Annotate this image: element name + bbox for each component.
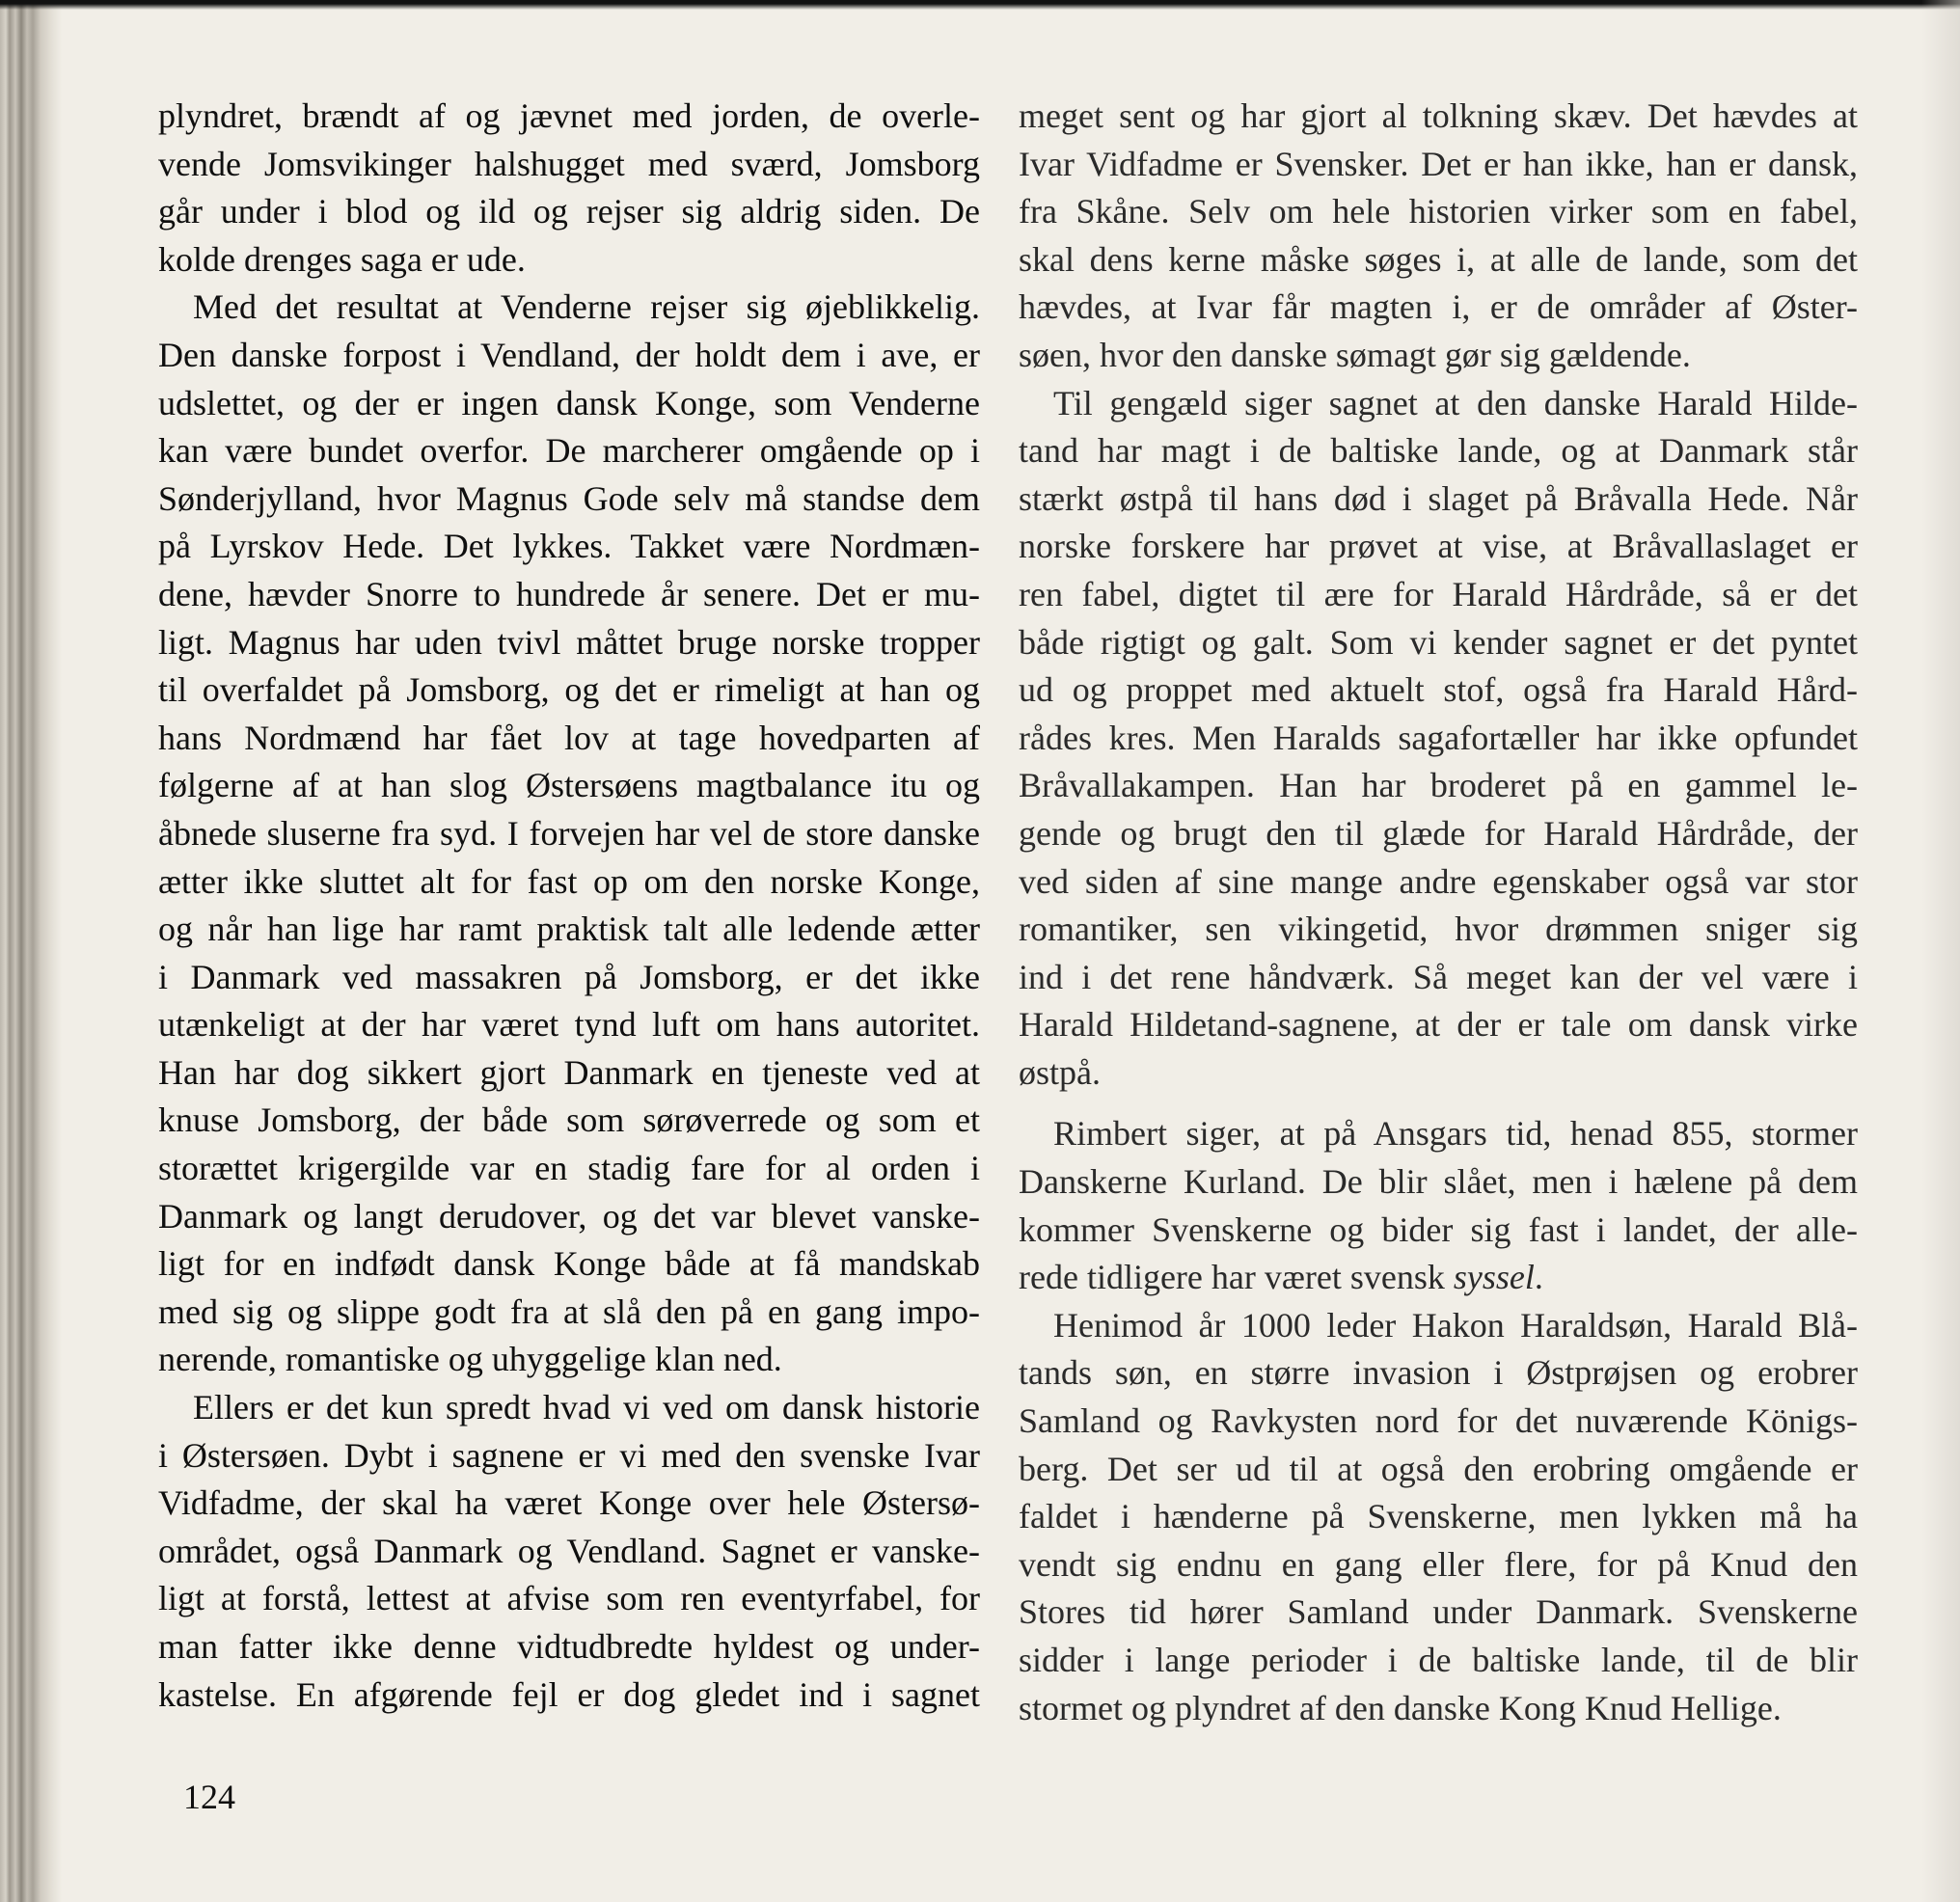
text-line: søen, hvor den danske sømagt gør sig gældende. [1019, 335, 1691, 374]
text-line: knuse Jomsborg, der både som sørøverrede og som et [158, 1100, 980, 1140]
text-line: østpå. [1019, 1052, 1101, 1092]
text-line: stormet og plyndret af den danske Kong Knud Hellige. [1019, 1688, 1782, 1727]
text-line: stærkt østpå til hans død i slaget på Bråvalla Hede. Når [1019, 478, 1858, 518]
left-text-column [158, 93, 980, 1719]
book-binding-edge [0, 0, 62, 1902]
right-text-column [1019, 93, 1858, 1732]
text-line: Ellers er det kun spredt hvad vi ved om dansk historie [193, 1388, 980, 1427]
text-line: følgerne af at han slog Østersøens magtbalance itu og [158, 766, 980, 805]
text-line: dene, hævder Snorre to hundrede år senere. Det er mu- [158, 574, 980, 613]
text-line: området, også Danmark og Vendland. Sagnet er vanske- [158, 1531, 980, 1570]
text-line: med sig og slippe godt fra at slå den på en gang impo- [158, 1291, 980, 1331]
text-line: fra Skåne. Selv om hele historien virker som en fabel, [1019, 192, 1858, 231]
text-line: ved siden af sine mange andre egenskaber også var stor [1019, 861, 1858, 901]
text-line: både rigtigt og galt. Som vi kender sagnet er det pyntet [1019, 622, 1858, 662]
text-line: Med det resultat at Venderne rejser sig øjeblikkelig. [193, 287, 980, 327]
text-line: Danmark og langt derudover, og det var blevet vanske- [158, 1196, 980, 1236]
text-line: hævdes, at Ivar får magten i, er de områder af Øster- [1019, 287, 1858, 327]
text-line: i Danmark ved massakren på Jomsborg, er det ikke [158, 957, 980, 996]
text-line: vendt sig endnu en gang eller flere, for på Knud den [1019, 1544, 1858, 1584]
text-line: sidder i lange perioder i de baltiske lande, til de blir [1019, 1641, 1858, 1679]
text-line: rede tidligere har været svensk syssel. [1019, 1258, 1543, 1297]
page-edge-shade [1921, 0, 1960, 1902]
text-line: vende Jomsvikinger halshugget med sværd, Jomsborg [158, 144, 980, 183]
text-line: tand har magt i de baltiske lande, og at Danmark står [1019, 431, 1858, 471]
text-line: Danskerne Kurland. De blir slået, men i hælene på dem [1019, 1162, 1858, 1202]
text-line: til overfaldet på Jomsborg, og det er rimeligt at han og [158, 670, 980, 710]
text-line: skal dens kerne måske søges i, at alle de lande, som det [1019, 239, 1858, 279]
text-line: Vidfadme, der skal ha været Konge over hele Østersø- [158, 1483, 980, 1523]
text-line: udslettet, og der er ingen dansk Konge, som Venderne [158, 383, 980, 422]
text-line: Stores tid hører Samland under Danmark. Svenskerne [1019, 1592, 1858, 1632]
text-line: Sønderjylland, hvor Magnus Gode selv må standse dem [158, 478, 980, 518]
text-line: Harald Hildetand-sagnene, at der er tale om dansk virke [1019, 1005, 1858, 1045]
text-line: og når han lige har ramt praktisk talt alle ledende ætter [158, 910, 980, 949]
text-line: Ivar Vidfadme er Svensker. Det er han ikke, han er dansk, [1019, 144, 1858, 183]
top-edge-shadow [0, 0, 1960, 10]
text-line: tands søn, en større invasion i Østprøjsen og erobrer [1019, 1353, 1858, 1393]
text-line: ren fabel, digtet til ære for Harald Hårdråde, så er det [1019, 574, 1858, 613]
text-line: Til gengæld siger sagnet at den danske Harald Hilde- [1053, 383, 1858, 422]
text-line: ligt at forstå, lettest at afvise som ren eventyrfabel, for [158, 1579, 980, 1618]
text-line: i Østersøen. Dybt i sagnene er vi med den svenske Ivar [158, 1435, 980, 1475]
text-line: kastelse. En afgørende fejl er dog gledet ind i sagnet [158, 1674, 980, 1714]
text-line: plyndret, brændt af og jævnet med jorden, de overle- [158, 96, 980, 135]
text-line: meget sent og har gjort al tolkning skæv. Det hævdes at [1019, 96, 1858, 135]
page-number: 124 [183, 1778, 235, 1816]
text-line: nerende, romantiske og uhyggelige klan ned. [158, 1340, 782, 1379]
text-line: man fatter ikke denne vidtudbredte hyldest og under- [158, 1627, 980, 1666]
text-line: på Lyrskov Hede. Det lykkes. Takket være Nordmæn- [158, 527, 980, 566]
text-line: Den danske forpost i Vendland, der holdt dem i ave, er [158, 335, 980, 374]
paragraph-gap [1019, 1097, 1858, 1110]
text-line: utænkeligt at der har været tynd luft om hans autoritet. [158, 1005, 980, 1045]
text-line: kolde drenges saga er ude. [158, 239, 526, 279]
text-line: storættet krigergilde var en stadig fare for al orden i [158, 1149, 980, 1188]
text-line: kommer Svenskerne og bider sig fast i landet, der alle- [1019, 1209, 1858, 1249]
text-line: Rimbert siger, at på Ansgars tid, henad 855, stormer [1053, 1114, 1858, 1154]
text-line: Samland og Ravkysten nord for det nuværende Königs- [1019, 1401, 1858, 1441]
text-line: ætter ikke sluttet alt for fast op om den norske Konge, [158, 861, 980, 901]
text-line: går under i blod og ild og rejser sig aldrig siden. De [158, 192, 980, 231]
text-line: Henimod år 1000 leder Hakon Haraldsøn, Harald Blå- [1053, 1305, 1858, 1345]
text-line: berg. Det ser ud til at også den erobring omgående er [1019, 1449, 1858, 1488]
text-line: Han har dog sikkert gjort Danmark en tjeneste ved at [158, 1052, 980, 1092]
text-line: åbnede sluserne fra syd. I forvejen har vel de store danske [158, 813, 980, 853]
text-line: gende og brugt den til glæde for Harald Hårdråde, der [1019, 813, 1858, 853]
text-line: ud og proppet med aktuelt stof, også fra Harald Hård- [1019, 670, 1858, 710]
text-line: hans Nordmænd har fået lov at tage hovedparten af [158, 718, 980, 757]
text-line: ligt. Magnus har uden tvivl måttet bruge norske tropper [158, 622, 980, 662]
text-line: ind i det rene håndværk. Så meget kan der vel være i [1019, 957, 1858, 996]
text-line: ligt for en indfødt dansk Konge både at få mandskab [158, 1244, 980, 1284]
text-line: romantiker, sen vikingetid, hvor drømmen sniger sig [1019, 910, 1858, 949]
text-line: norske forskere har prøvet at vise, at Bråvallaslaget er [1019, 527, 1858, 566]
text-line: kan være bundet overfor. De marcherer omgående op i [158, 431, 980, 471]
text-line: rådes kres. Men Haralds sagafortæller har ikke opfundet [1019, 718, 1858, 757]
text-line: faldet i hænderne på Svenskerne, men lykken må ha [1019, 1497, 1858, 1536]
text-line: Bråvallakampen. Han har broderet på en gammel le- [1019, 766, 1858, 805]
